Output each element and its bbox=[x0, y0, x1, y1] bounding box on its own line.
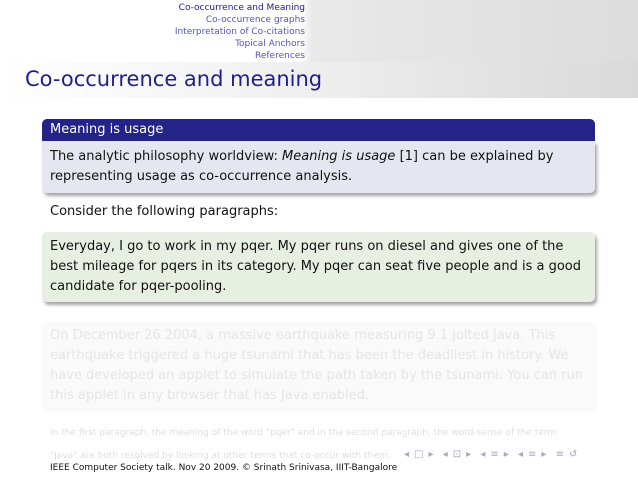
subsection-icon[interactable]: ⊡ bbox=[452, 449, 463, 460]
beamer-navigation-controls bbox=[404, 449, 582, 460]
nav-next-section-arrow-icon[interactable]: ▸ bbox=[503, 449, 510, 460]
consider-text: Consider the following paragraphs: bbox=[50, 204, 279, 219]
section-link-co-occurrence-graphs[interactable]: Co-occurrence graphs bbox=[205, 15, 305, 25]
frame-icon[interactable]: □ bbox=[414, 449, 425, 460]
section-link-co-citations[interactable]: Interpretation of Co-citations bbox=[174, 27, 305, 37]
block-text-emphasis: Meaning is usage bbox=[282, 149, 396, 164]
section-list bbox=[175, 2, 305, 62]
nav-prev-frame-arrow-icon[interactable]: ◂ bbox=[404, 449, 411, 460]
example-paragraph-pqer: Everyday, I go to work in my pqer. My pqer runs on diesel and gives one of the best mileage for pqers in its category. My pqer can seat five people and is a good candidate for pqer-pooling. bbox=[42, 232, 595, 302]
nav-next-subsection-arrow-icon[interactable]: ▸ bbox=[466, 449, 473, 460]
section-icon[interactable]: ≡ bbox=[490, 449, 500, 460]
frame-title-bar bbox=[0, 62, 638, 98]
faded-explanation-line-1: In the first paragraph, the meaning of the word "pqer" and in the second paragraph, the word-sense of the term bbox=[50, 428, 557, 438]
block-body bbox=[42, 141, 595, 193]
section-link-co-occurrence-meaning[interactable]: Co-occurrence and Meaning bbox=[178, 3, 305, 13]
part-icon[interactable]: ≡ bbox=[528, 449, 538, 460]
faded-explanation-line-2: "Java" are both resolved by looking at other terms that co-occur with them. bbox=[50, 451, 391, 461]
frame-title: Co-occurrence and meaning bbox=[25, 67, 323, 91]
search-back-icon[interactable]: ↺ bbox=[569, 449, 579, 460]
definition-block bbox=[42, 119, 595, 193]
section-link-references[interactable]: References bbox=[254, 51, 305, 61]
footer-text: IEEE Computer Society talk. Nov 20 2009. © Srinath Srinivasa, IIIT-Bangalore bbox=[50, 463, 398, 473]
nav-next-part-arrow-icon[interactable]: ▸ bbox=[541, 449, 548, 460]
section-link-topical-anchors[interactable]: Topical Anchors bbox=[235, 39, 305, 49]
nav-prev-part-arrow-icon[interactable]: ◂ bbox=[517, 449, 525, 460]
block-text-before: The analytic philosophy worldview: bbox=[50, 149, 283, 164]
example-paragraph-java: On December 26 2004, a massive earthquake measuring 9.1 jolted Java. This earthquake triggered a huge tsunami that has been the deadliest in history. We have developed an applet to simulate the path taken by the tsunami. You can run this applet in any browser that has Java enabled. bbox=[42, 322, 595, 410]
block-title: Meaning is usage bbox=[42, 119, 595, 141]
nav-next-frame-arrow-icon[interactable]: ▸ bbox=[428, 449, 435, 460]
block-text-after: [1] can be explained by representing usage as co-occurrence analysis. bbox=[50, 149, 554, 184]
nav-prev-section-arrow-icon[interactable]: ◂ bbox=[480, 449, 487, 460]
nav-prev-subsection-arrow-icon[interactable]: ◂ bbox=[442, 449, 449, 460]
header-navigation bbox=[0, 0, 638, 62]
outline-icon[interactable]: ≡ bbox=[555, 449, 566, 460]
